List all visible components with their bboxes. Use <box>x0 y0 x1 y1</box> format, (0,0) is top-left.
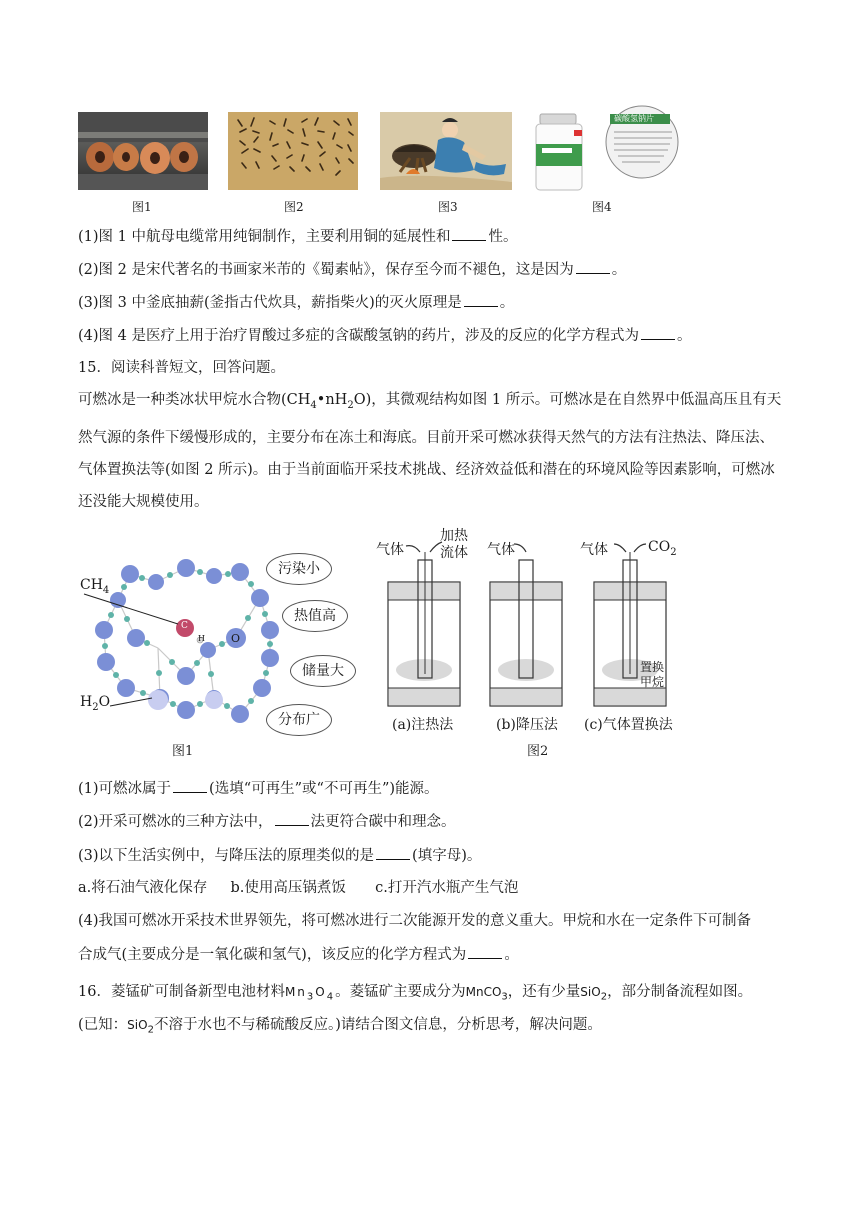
co2-label: $CO_2$ <box>648 539 677 558</box>
q14-part1: (1)图 1 中航母电缆常用纯铜制作，主要利用铜的延展性和 性。 <box>78 226 517 247</box>
mid-fig2-caption: 图2 <box>527 744 549 759</box>
q14-part2: (2)图 2 是宋代著名的书画家米芾的《蜀素帖》，保存至今而不褪色，这是因为 。 <box>78 259 626 280</box>
bubble-low-pollution: 污染小 <box>266 553 332 585</box>
ch4-label: $CH_4$ <box>80 577 110 596</box>
q15-paragraph: 可燃冰是一种类冰状甲烷水合物$(CH_4•nH_2O)$，其微观结构如图 1 所示。可燃冰是在自然界中低温高压且有天然气源的条件下缓慢形成的，主要分布在冻土和海底。目前开采可燃冰获得天然气的方法有注热法、降压法、气体置换法等(如图 2 所示)。由于当前面临开采技术挑战、经济效益低和潜在的环境风险等因素影响，可燃冰还没能大规模使用。 <box>78 392 782 510</box>
mid-fig1-caption: 图1 <box>172 744 194 759</box>
oxygen-atom-label: O <box>231 632 241 645</box>
fig1-caption: 图1 <box>132 200 152 214</box>
hydrogen-atom-label: H <box>198 634 205 643</box>
q14-part3: (3)图 3 中釜底抽薪(釜指古代炊具，薪指柴火)的灭火原理是 。 <box>78 292 514 313</box>
q15-part4-line2: 合成气(主要成分是一氧化碳和氢气)，该反应的化学方程式为 。 <box>78 944 519 965</box>
fig2-caption: 图2 <box>284 200 304 214</box>
q16-line1: 16．菱锰矿可制备新型电池材料$Mn_3O_4$。菱锰矿主要成分为MnCO$_3$，还有少量SiO$_2$，部分制备流程如图。 <box>78 984 753 1003</box>
method-c-caption: (c)气体置换法 <box>584 717 673 733</box>
q15-part2: (2)开采可燃冰的三种方法中， 法更符合碳中和理念。 <box>78 811 456 832</box>
q15-part3: (3)以下生活实例中，与降压法的原理类似的是 (填字母)。 <box>78 845 481 866</box>
bubble-high-calorific: 热值高 <box>282 600 348 632</box>
bubble-wide-distribution: 分布广 <box>266 704 332 736</box>
fig3-ancient-cooking-illustration <box>380 112 512 190</box>
gas-label-a: 气体 <box>376 542 404 558</box>
option-c: c.打开汽水瓶产生气泡 <box>375 880 519 896</box>
heat-fluid-label: 加热 流体 <box>440 528 468 561</box>
copper-coils-image <box>78 112 208 190</box>
bubble-large-reserve: 储量大 <box>290 655 356 687</box>
fig4-medicine-photo <box>534 100 680 196</box>
calligraphy-scroll-image <box>228 112 358 190</box>
fig3-caption: 图3 <box>438 200 458 214</box>
carbon-atom-label: C <box>181 621 188 631</box>
q15-part3-options <box>78 878 518 898</box>
q14-part4: (4)图 4 是医疗上用于治疗胃酸过多症的含碳酸氢钠的药片，涉及的反应的化学方程式为 。 <box>78 325 691 346</box>
replace-methane-label: 置换 甲烷 <box>640 660 665 689</box>
option-a: a.将石油气液化保存 <box>78 880 208 896</box>
gas-label-b: 气体 <box>487 542 515 558</box>
fig1-cable-photo <box>78 112 208 190</box>
fig4-caption: 图4 <box>592 200 612 214</box>
h2o-label: $H_2O$ <box>80 694 111 713</box>
option-b: b.使用高压锅煮饭 <box>230 880 346 896</box>
q15-part4-line1: (4)我国可燃冰开采技术世界领先，将可燃冰进行二次能源开发的意义重大。甲烷和水在一定条件下可制备 <box>78 913 752 929</box>
q16-line2: (已知：SiO$_2$不溶于水也不与稀硫酸反应。)请结合图文信息，分析思考，解决问题。 <box>78 1017 602 1036</box>
method-a-caption: (a)注热法 <box>392 717 454 733</box>
q15-part1: (1)可燃冰属于 (选填“可再生”或“不可再生”)能源。 <box>78 778 439 799</box>
q15-heading: 15．阅读科普短文，回答问题。 <box>78 360 285 376</box>
method-b-caption: (b)降压法 <box>496 717 558 733</box>
fig4-box-title: 碳酸氢钠片 <box>614 114 654 123</box>
medicine-bottle-image <box>534 100 680 196</box>
extraction-methods-diagram <box>380 530 680 710</box>
firewood-pot-image <box>380 112 512 190</box>
fig2-calligraphy-photo <box>228 112 358 190</box>
gas-label-c: 气体 <box>580 542 608 558</box>
